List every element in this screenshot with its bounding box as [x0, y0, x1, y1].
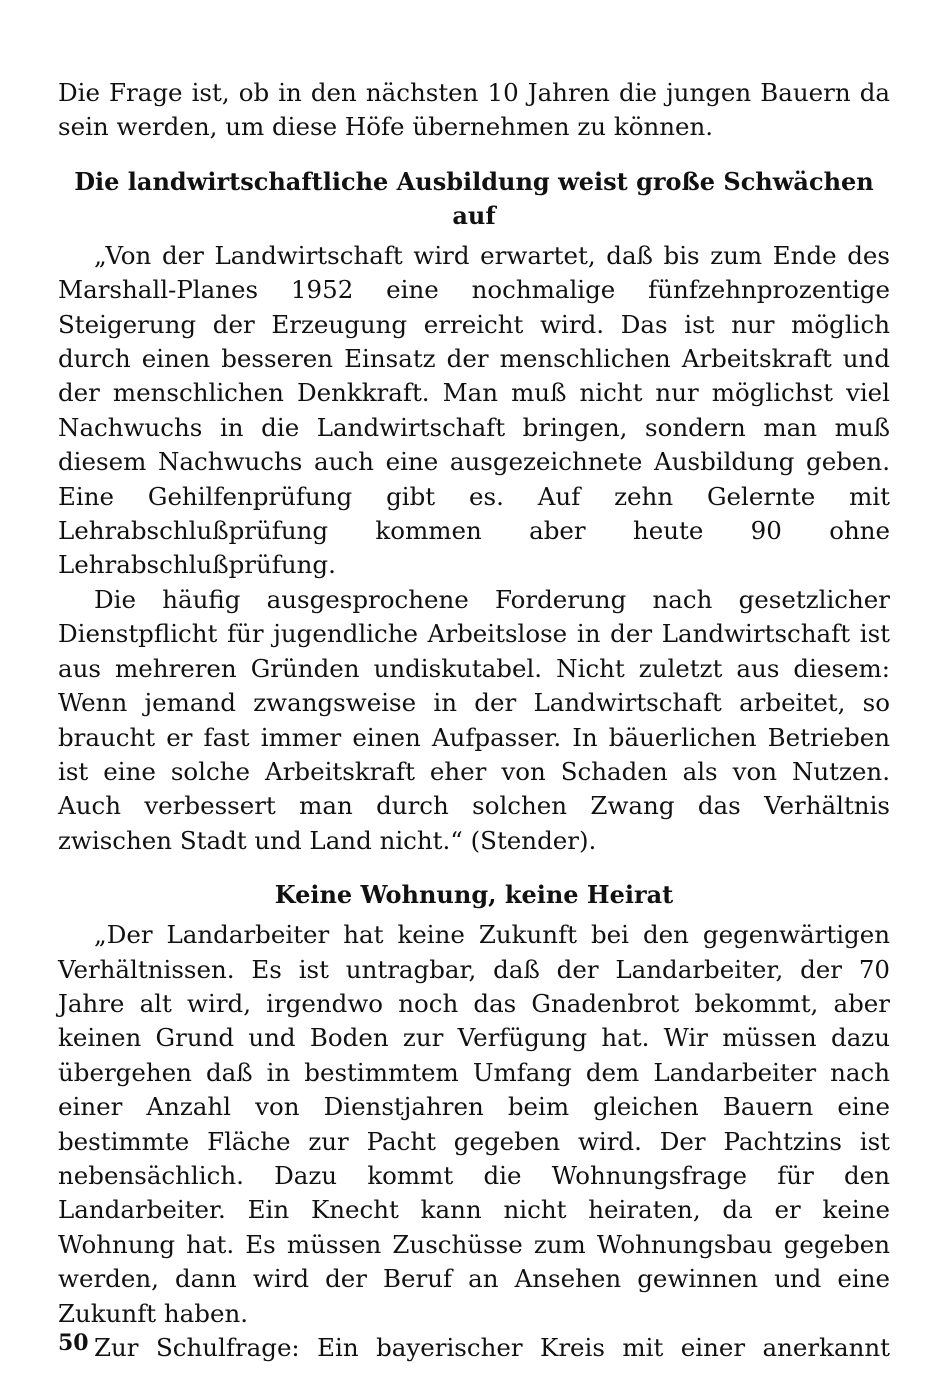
paragraph-wohnung-1: „Der Landarbeiter hat keine Zukunft bei den gegenwärtigen Verhältnissen. Es ist untragbar, daß der Landarbeiter, der 70 Jahre alt wird, irgendwo noch das Gnadenbrot bekommt, aber keinen Grund und Boden zur Verfügung hat. Wir müssen dazu übergehen daß in bestimmtem Umfang dem Landarbeiter nach einer Anzahl von Dienstjahren beim gleichen Bauern eine bestimmte Fläche zur Pacht gegeben wird. Der Pachtzins ist nebensächlich. Dazu kommt die Wohnungsfrage für den Landarbeiter. Ein Knecht kann nicht heiraten, da er keine Wohnung hat. Es müssen Zuschüsse zum Wohnungsbau gegeben werden, dann wird der Beruf an Ansehen gewinnen und eine Zukunft haben. [58, 920, 890, 1328]
book-page [58, 76, 890, 1365]
paragraph-ausbildung-1: „Von der Landwirtschaft wird erwartet, daß bis zum Ende des Marshall-Planes 1952 eine nochmalige fünfzehnprozentige Steigerung der Erzeugung erreicht wird. Das ist nur möglich durch einen besseren Einsatz der menschlichen Arbeitskraft und der menschlichen Denkkraft. Man muß nicht nur möglichst viel Nachwuchs in die Landwirtschaft bringen, sondern man muß diesem Nachwuchs auch eine ausgezeichnete Ausbildung geben. Eine Gehilfenprüfung gibt es. Auf zehn Gelernte mit Lehrabschlußprüfung kommen aber heute 90 ohne Lehrabschlußprüfung. [58, 240, 890, 580]
paragraph-ausbildung-2: Die häufig ausgesprochene Forderung nach gesetzlicher Dienstpflicht für jugendliche Arbeitslose in der Landwirtschaft ist aus mehreren Gründen undiskutabel. Nicht zuletzt aus diesem: Wenn jemand zwangsweise in der Landwirtschaft arbeitet, so braucht er fast immer einen Aufpasser. In bäuerlichen Betrieben ist eine solche Arbeitskraft eher von Schaden als von Nutzen. Auch verbessert man durch solchen Zwang das Verhältnis zwischen Stadt und Land nicht.“ (Stender). [58, 584, 890, 855]
page-number: 50 [58, 1330, 89, 1356]
paragraph-schulfrage: Zur Schulfrage: Ein bayerischer Kreis mit einer anerkannt [94, 1333, 890, 1362]
section-heading-wohnung: Keine Wohnung, keine Heirat [274, 880, 674, 910]
paragraph-intro: Die Frage ist, ob in den nächsten 10 Jahren die jungen Bauern da sein werden, um diese Höfe übernehmen zu können. [58, 78, 890, 142]
section-heading-ausbildung: Die landwirtschaftliche Ausbildung weist große Schwächen auf [74, 166, 874, 230]
